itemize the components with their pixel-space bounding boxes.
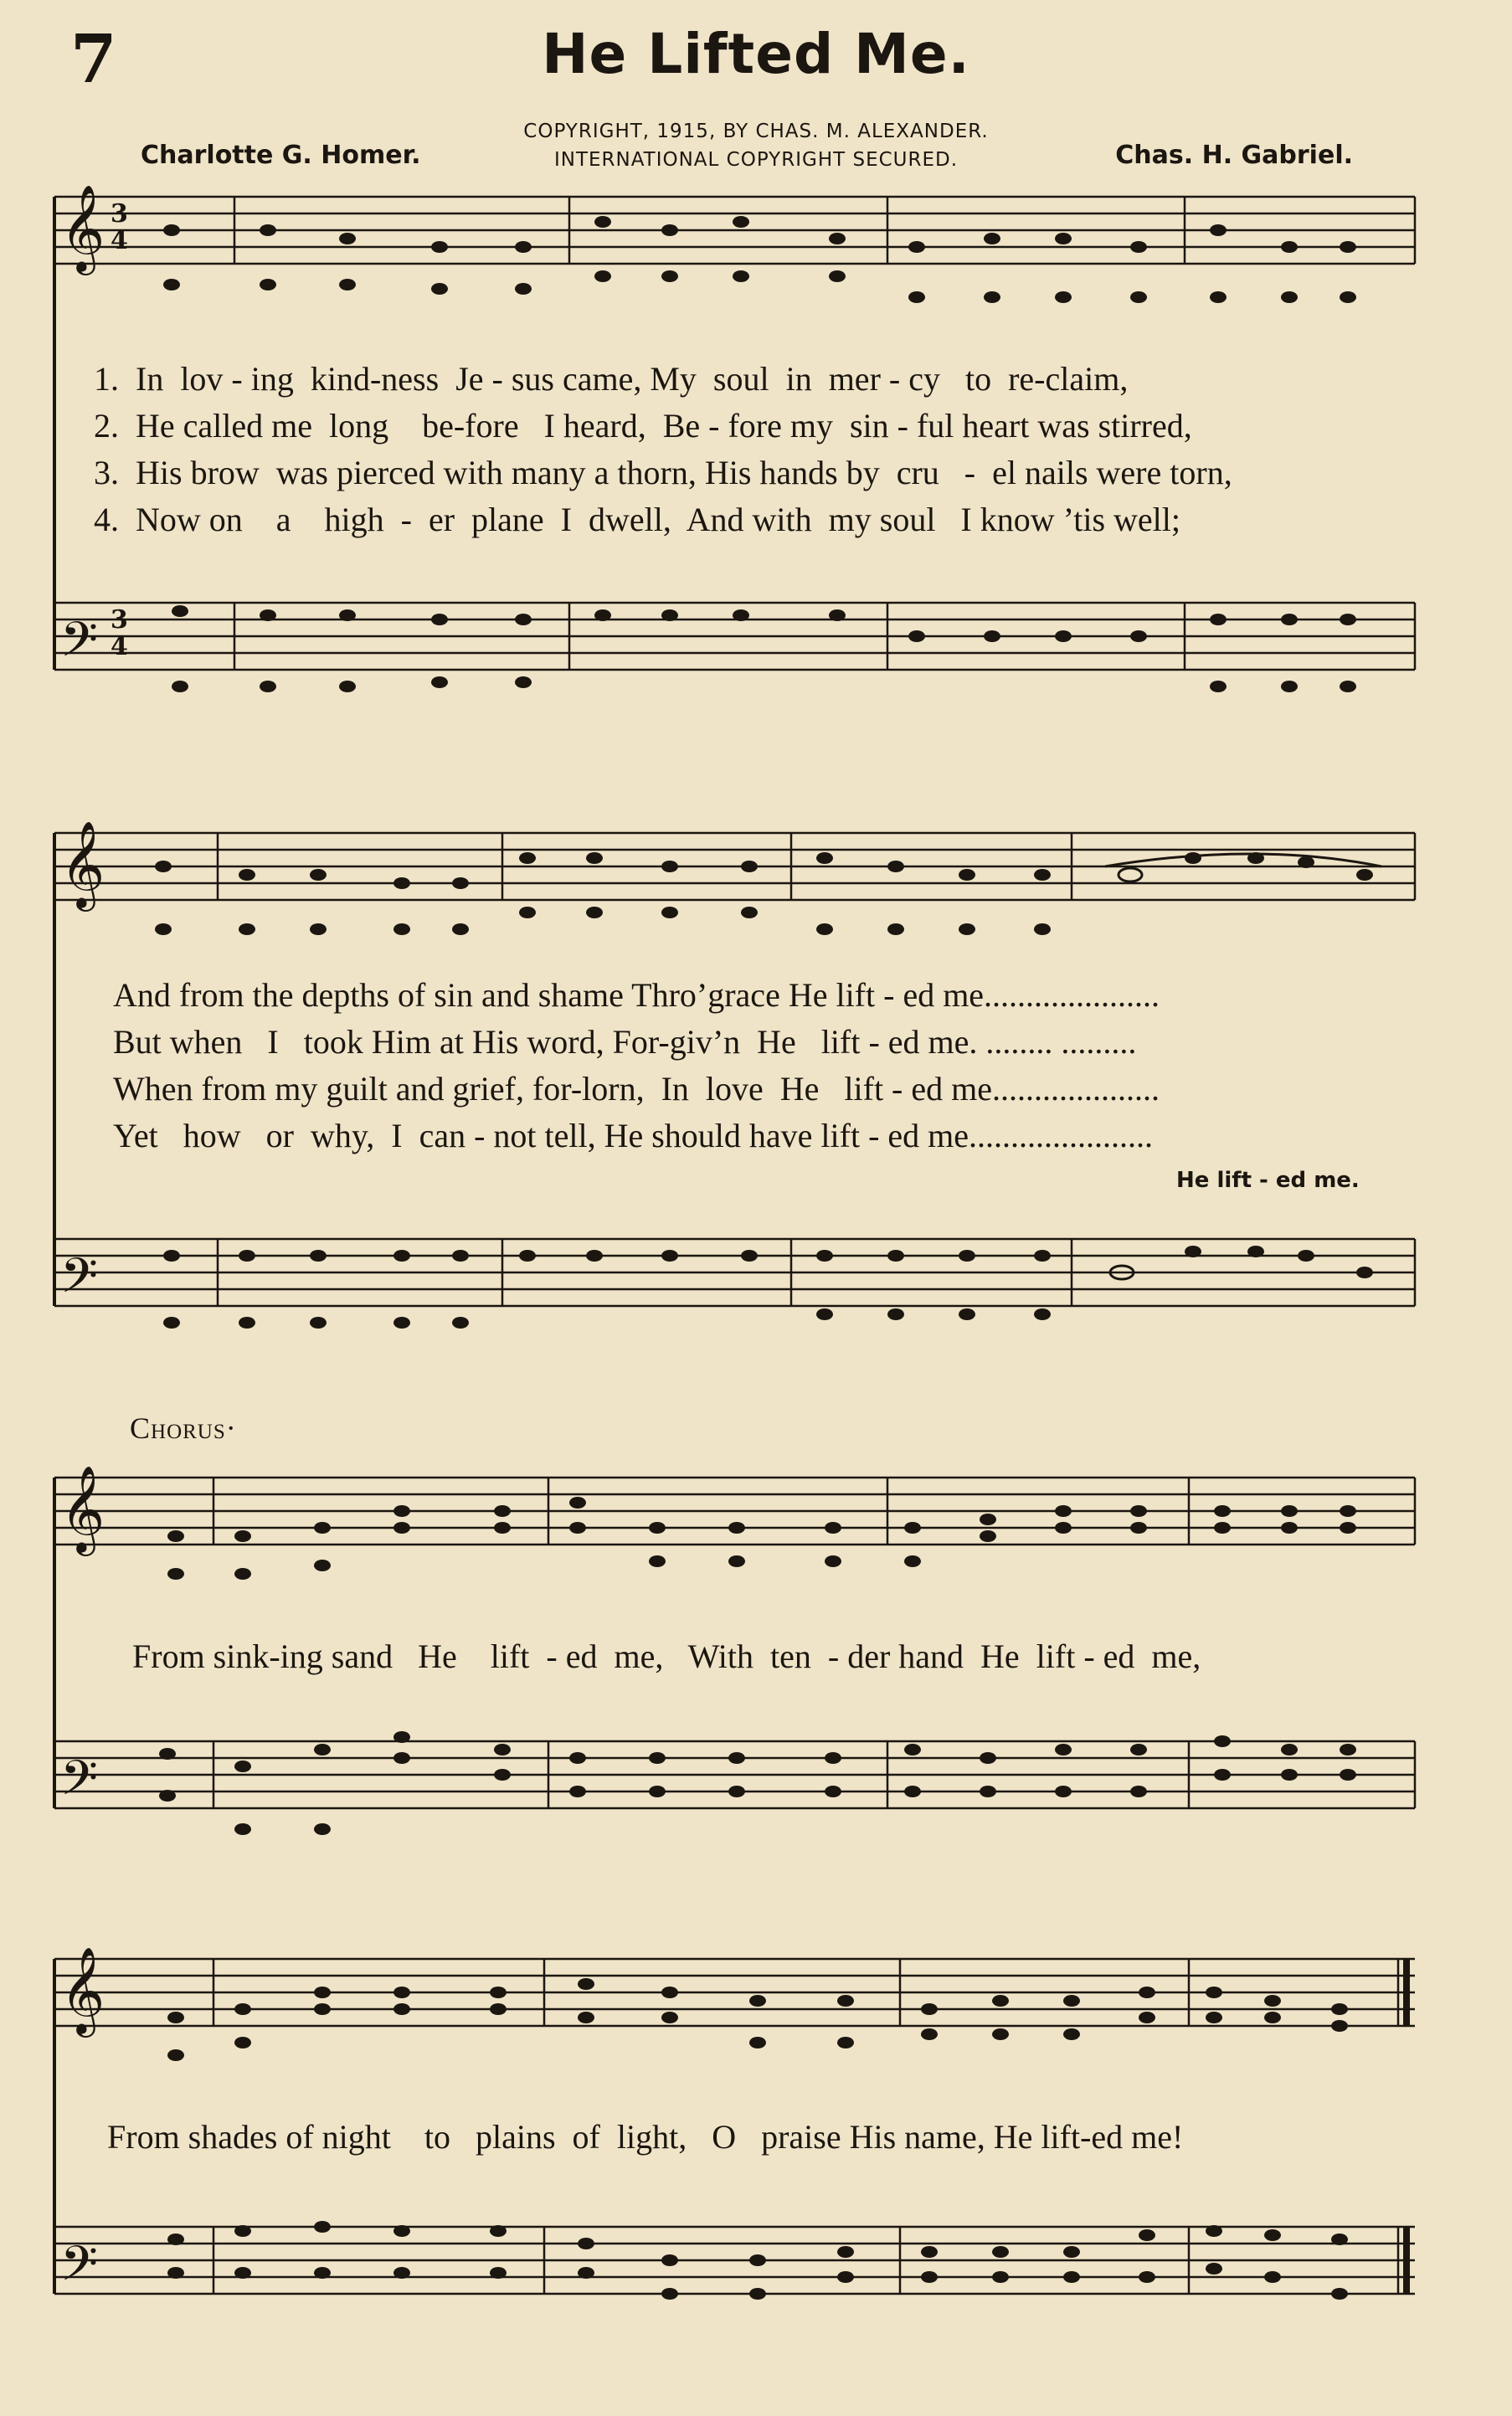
- verse-1-part-1: 1. In lov - ing kind-ness Je - sus came, My soul in mer - cy to re-claim,: [94, 360, 1129, 398]
- chorus-line-2: From shades of night to plains of light, O praise His name, He lift-ed me!: [107, 2118, 1184, 2156]
- svg-text:𝄞: 𝄞: [60, 1465, 105, 1553]
- copyright-line-2: INTERNATIONAL COPYRIGHT SECURED.: [553, 149, 959, 171]
- verse-2-part-1: 2. He called me long be-fore I heard, Be - fore my sin - ful heart was stirred,: [94, 407, 1192, 445]
- svg-text:𝄞: 𝄞: [60, 820, 105, 908]
- svg-text:𝄢: 𝄢: [60, 1247, 99, 1316]
- svg-text:4: 4: [111, 226, 128, 255]
- copyright-line-1: COPYRIGHT, 1915, BY CHAS. M. ALEXANDER.: [523, 121, 989, 142]
- svg-text:𝄢: 𝄢: [60, 611, 99, 680]
- svg-text:4: 4: [111, 632, 128, 661]
- svg-text:𝄢: 𝄢: [60, 2235, 99, 2304]
- verse-3-part-2: When from my guilt and grief, for-lorn, In love He lift - ed me....................: [113, 1070, 1160, 1108]
- chorus-line-1: From sink-ing sand He lift - ed me, With ten - der hand He lift - ed me,: [132, 1637, 1201, 1675]
- hymn-title: He Lifted Me.: [542, 22, 970, 86]
- svg-text:𝄞: 𝄞: [60, 1946, 105, 2034]
- hymn-number: 7: [70, 19, 117, 98]
- svg-text:𝄢: 𝄢: [60, 1750, 99, 1818]
- verse-1-part-2: And from the depths of sin and shame Thro’grace He lift - ed me.....................: [113, 976, 1160, 1014]
- svg-text:3: 3: [111, 605, 128, 635]
- composer: Chas. H. Gabriel.: [1115, 141, 1353, 170]
- bass-cue-text: He lift - ed me.: [1176, 1168, 1360, 1193]
- verse-4-part-1: 4. Now on a high - er plane I dwell, And with my soul I know ’tis well;: [94, 501, 1181, 538]
- svg-text:𝄞: 𝄞: [60, 184, 105, 272]
- chorus-label: Chorus·: [130, 1411, 237, 1445]
- svg-text:3: 3: [111, 199, 128, 229]
- verse-2-part-2: But when I took Him at His word, For-giv’n He lift - ed me. ........ .........: [113, 1023, 1137, 1061]
- lyricist: Charlotte G. Homer.: [141, 141, 421, 170]
- verse-4-part-2: Yet how or why, I can - not tell, He should have lift - ed me......................: [113, 1117, 1154, 1154]
- verse-3-part-1: 3. His brow was pierced with many a thorn, His hands by cru - el nails were torn,: [94, 454, 1232, 491]
